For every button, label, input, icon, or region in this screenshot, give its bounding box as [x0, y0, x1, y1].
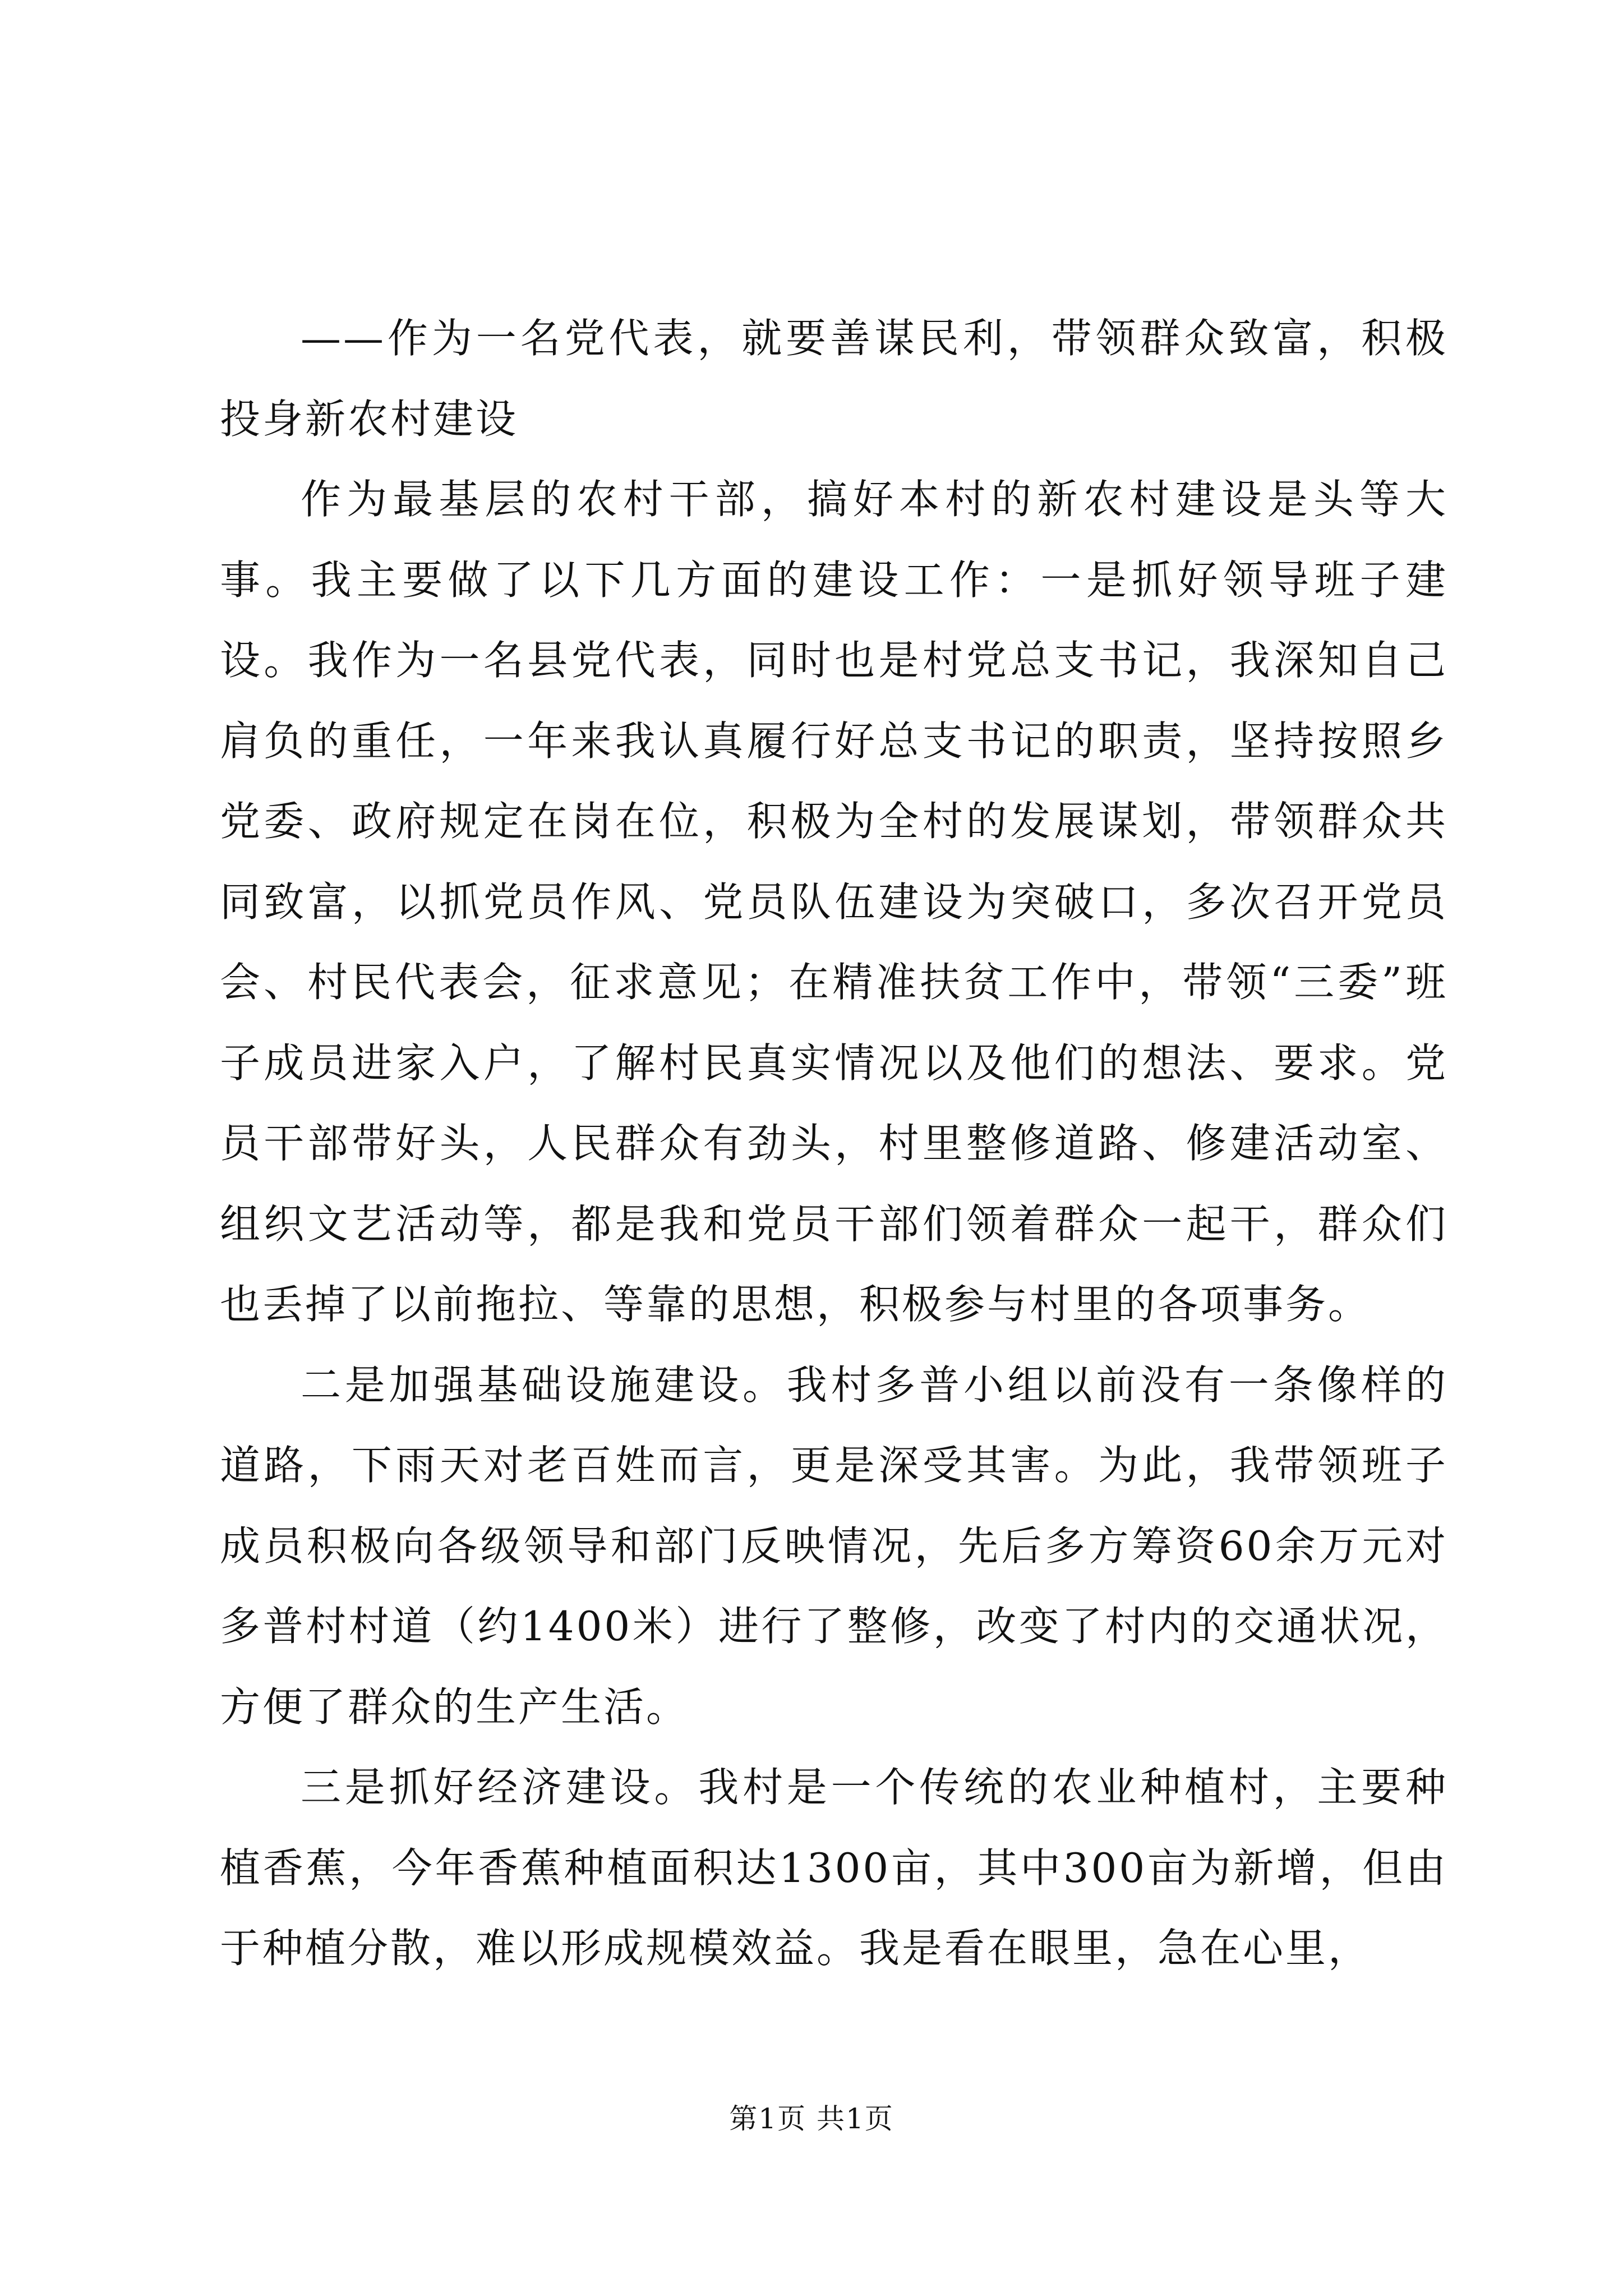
- paragraph-leadership-building: 作为最基层的农村干部，搞好本村的新农村建设是头等大事。我主要做了以下几方面的建设工作：一是抓好领导班子建设。我作为一名县党代表，同时也是村党总支书记，我深知自己肩负的重任，一年来我认真履行好总支书记的职责，坚持按照乡党委、政府规定在岗在位，积极为全村的发展谋划，带领群众共同致富，以抓党员作风、党员队伍建设为突破口，多次召开党员会、村民代表会，征求意见；在精准扶贫工作中，带领“三委”班子成员进家入户，了解村民真实情况以及他们的想法、要求。党员干部带好头，人民群众有劲头，村里整修道路、修建活动室、组织文艺活动等，都是我和党员干部们领着群众一起干，群众们也丢掉了以前拖拉、等靠的思想，积极参与村里的各项事务。: [220, 476, 1448, 1328]
- paragraph-subtitle: ——作为一名党代表，就要善谋民利，带领群众致富，积极投身新农村建设: [220, 315, 1448, 443]
- page-footer: 第1页 共1页: [729, 2102, 894, 2135]
- paragraph-economic-building: 三是抓好经济建设。我村是一个传统的农业种植村，主要种植香蕉，今年香蕉种植面积达1300亩，其中300亩为新增，但由于种植分散，难以形成规模效益。我是看在眼里，急在心里，: [220, 1764, 1448, 1972]
- document-body: [220, 298, 1448, 1989]
- paragraph-infrastructure: 二是加强基础设施建设。我村多普小组以前没有一条像样的道路，下雨天对老百姓而言，更是深受其害。为此，我带领班子成员积极向各级领导和部门反映情况，先后多方筹资60余万元对多普村村道（约1400米）进行了整修，改变了村内的交通状况，方便了群众的生产生活。: [220, 1361, 1448, 1731]
